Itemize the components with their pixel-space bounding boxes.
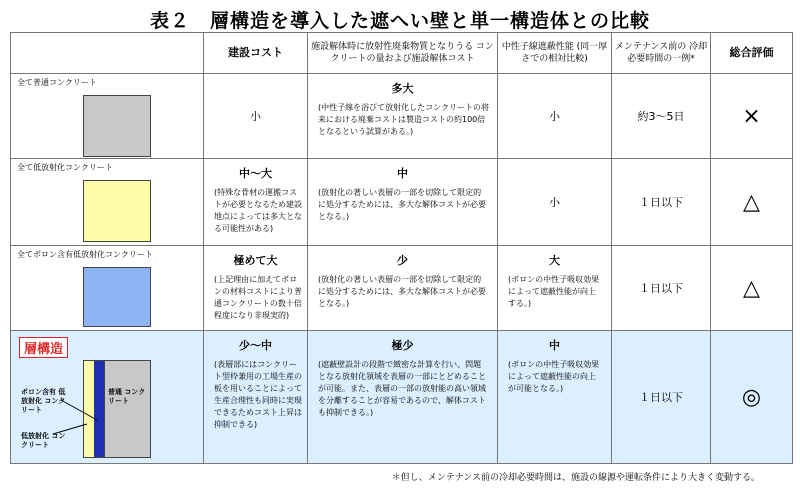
header-blank	[11, 33, 204, 74]
header-waste: 施設解体時に放射性廃棄物質となりうる コンクリートの量および施設解体コスト	[308, 33, 498, 74]
cost-note: (表層部にはコンクリート型枠兼用の工場生産の板を用いることによって生産合理性も同時に実現できるためコスト上昇は抑制できる)	[214, 360, 302, 429]
layer-diagram	[11, 358, 203, 458]
waste-cell	[308, 331, 498, 464]
material-swatch	[83, 267, 151, 327]
header-cost: 建設コスト	[204, 33, 308, 74]
row-label: 全て低放射化コンクリート	[17, 163, 113, 172]
waste-note: (遮蔽壁設計の段階で緻密な計算を行い、問題となる放射化領域を表層の一部にとどめることが可能。また、表層の一部の放射能の高い領域を分離することが容易であるので、解体コストも抑制できる。)	[318, 360, 486, 417]
page-title: 表２ 層構造を導入した遮へい壁と単一構造体との比較	[149, 10, 650, 32]
table-row	[11, 159, 793, 246]
maint-value: 約3～5日	[637, 110, 685, 123]
cost-cell	[204, 331, 308, 464]
footnote: ＊但し、メンテナンス前の冷却必要時間は、施設の線源や運転条件により大きく変動する。	[391, 473, 760, 483]
row-label-cell	[11, 74, 204, 159]
layer-label-normal: 普通 コンクリート	[108, 388, 146, 405]
header-row	[11, 33, 793, 74]
maint-cell	[612, 159, 711, 246]
cost-value: 少～中	[239, 339, 272, 352]
waste-note: (中性子線を浴びて放射化したコンクリートの将来における廃棄コストは製造コストの約100倍となるという試算がある。)	[318, 103, 489, 136]
row-label: 全て普通コンクリート	[17, 78, 97, 87]
neutron-note: (ボロンの中性子吸収効果によって遮蔽性能が向上する。)	[508, 275, 600, 308]
layer-structure-label: 層構造	[19, 337, 68, 358]
comparison-table	[10, 32, 793, 464]
neutron-value: 小	[549, 196, 560, 209]
waste-note: (放射化の著しい表層の一部を切除して限定的に処分するためには、多大な解体コストが必要となる。)	[318, 188, 486, 221]
neutron-cell	[498, 159, 612, 246]
table-row	[11, 246, 793, 331]
cost-cell	[204, 246, 308, 331]
waste-cell	[308, 246, 498, 331]
material-swatch	[83, 180, 151, 242]
neutron-note: (ボロンの中性子吸収効果によって遮蔽性能の向上が可能となる。)	[508, 360, 600, 393]
layer-label-boron: ボロン含有 低放射化 コンクリート	[21, 388, 66, 414]
maint-value: １日以下	[639, 391, 683, 404]
waste-cell	[308, 159, 498, 246]
cost-cell	[204, 159, 308, 246]
waste-value: 少	[397, 254, 408, 267]
cost-cell	[204, 74, 308, 159]
neutron-value: 小	[549, 110, 560, 123]
neutron-value: 中	[549, 339, 560, 352]
maint-cell	[612, 74, 711, 159]
waste-cell	[308, 74, 498, 159]
waste-value: 中	[397, 167, 408, 180]
cost-value: 小	[250, 110, 261, 123]
neutron-cell	[498, 246, 612, 331]
maint-cell	[612, 246, 711, 331]
table-row-highlighted	[11, 331, 793, 464]
leader-lines	[11, 358, 204, 458]
maint-value: １日以下	[639, 282, 683, 295]
material-swatch	[83, 95, 151, 157]
eval-cell	[711, 246, 793, 331]
eval-mark: △	[743, 189, 760, 215]
neutron-value: 大	[549, 254, 560, 267]
row-label-cell	[11, 246, 204, 331]
eval-mark: △	[743, 275, 760, 301]
layer-label-lowact: 低放射化 コンクリート	[21, 432, 66, 449]
cost-value: 極めて大	[233, 254, 278, 267]
eval-cell	[711, 331, 793, 464]
waste-value: 多大	[391, 82, 414, 95]
eval-cell	[711, 159, 793, 246]
row-label-cell	[11, 331, 204, 464]
header-neutron: 中性子線遮蔽性能 (同一厚さでの相対比較)	[498, 33, 612, 74]
neutron-cell	[498, 74, 612, 159]
maint-cell	[612, 331, 711, 464]
eval-cell	[711, 74, 793, 159]
table-row	[11, 74, 793, 159]
waste-note: (放射化の著しい表層の一部を切除して限定的に処分するためには、多大な解体コストが必要となる。)	[318, 275, 486, 308]
header-eval: 総合評価	[711, 33, 793, 74]
neutron-cell	[498, 331, 612, 464]
header-maint: メンテナンス前の 冷却必要時間の一例*	[612, 33, 711, 74]
cost-note: (特殊な骨材の運搬コストが必要となるため建設地点によっては多大となる可能性がある)	[214, 188, 302, 233]
eval-mark: ×	[742, 103, 761, 129]
maint-value: １日以下	[639, 196, 683, 209]
cost-note: (上記理由に加えてボロンの材料コストにより普通コンクリートの数十倍程度になり非現実的)	[214, 275, 302, 320]
row-label-cell	[11, 159, 204, 246]
cost-value: 中～大	[239, 167, 272, 180]
waste-value: 極少	[391, 339, 414, 352]
eval-mark: ◎	[741, 384, 762, 410]
row-label: 全てボロン含有低放射化コンクリート	[17, 250, 153, 259]
